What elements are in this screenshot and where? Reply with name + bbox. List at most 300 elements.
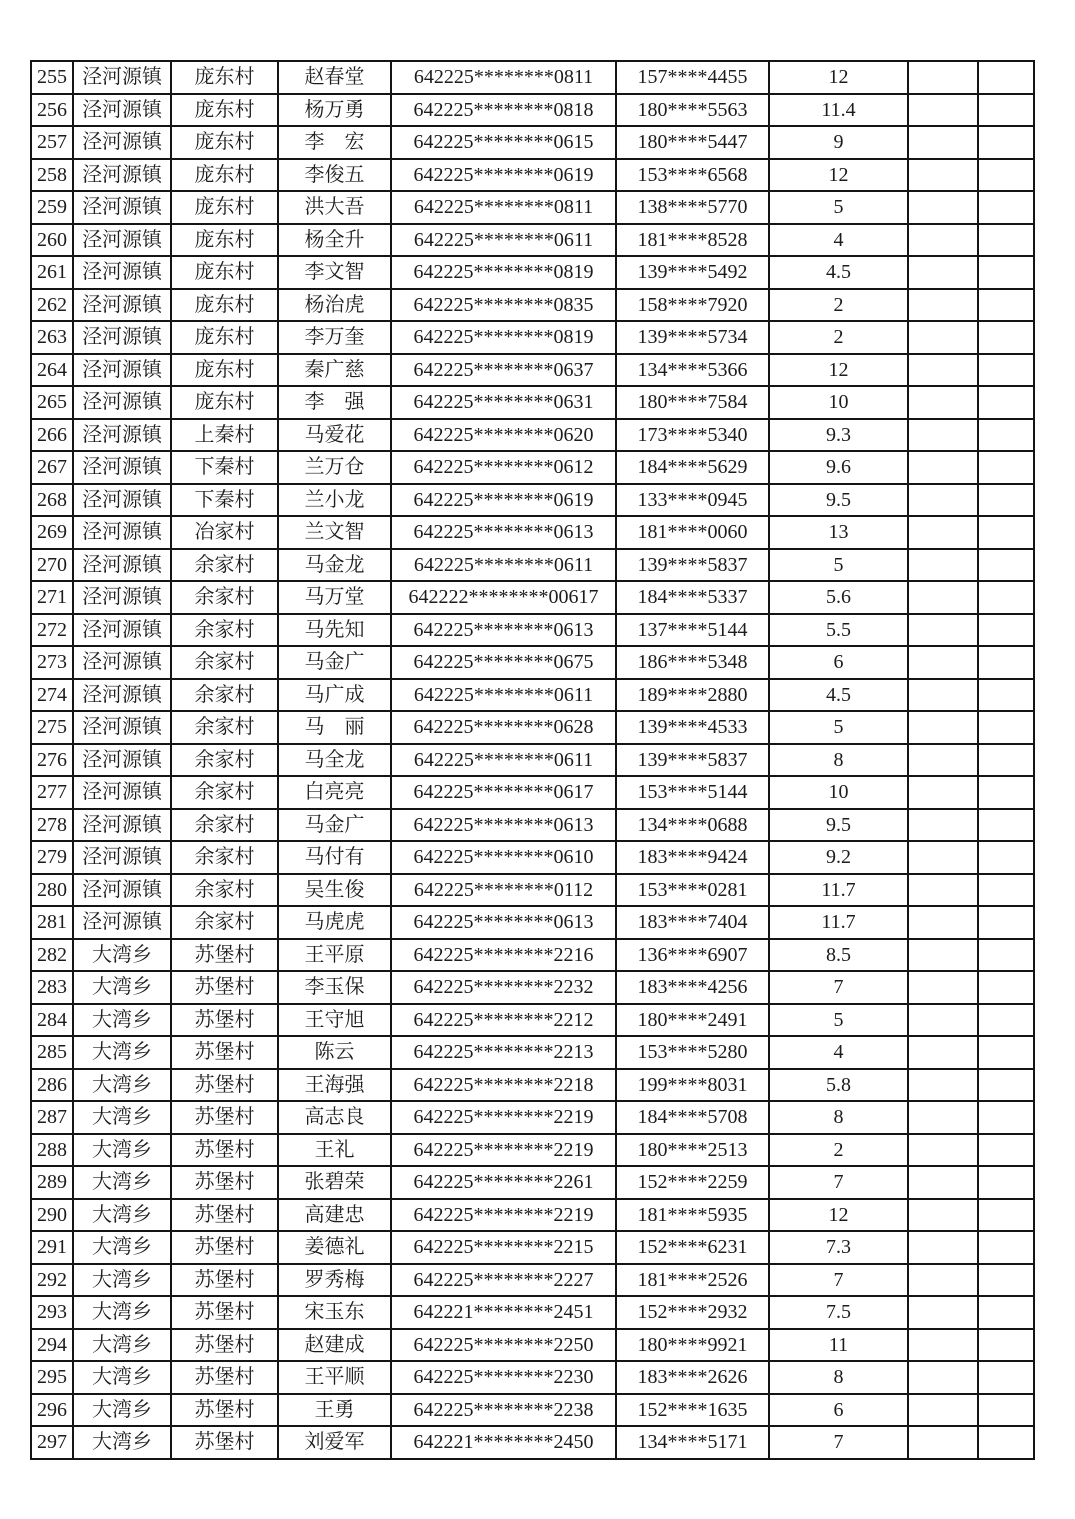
cell-person-name: 马爱花 [278,419,391,452]
cell-village: 余家村 [171,711,278,744]
cell-blank-col-1 [908,841,978,874]
cell-person-name: 杨治虎 [278,289,391,322]
cell-village: 苏堡村 [171,1004,278,1037]
cell-village: 苏堡村 [171,1361,278,1394]
cell-blank-col-2 [978,451,1034,484]
table-row [31,1264,1034,1297]
cell-id-number: 642225********0611 [391,549,616,582]
cell-amount: 7.3 [769,1231,908,1264]
cell-amount: 7 [769,1264,908,1297]
cell-phone-number: 139****5492 [616,256,769,289]
table-row [31,906,1034,939]
cell-amount: 8.5 [769,939,908,972]
cell-blank-col-2 [978,191,1034,224]
cell-village: 苏堡村 [171,1426,278,1459]
cell-blank-col-2 [978,581,1034,614]
cell-amount: 5 [769,191,908,224]
table-row [31,971,1034,1004]
cell-phone-number: 199****8031 [616,1069,769,1102]
cell-row-number: 274 [31,679,73,712]
cell-id-number: 642225********2215 [391,1231,616,1264]
cell-village: 庞东村 [171,321,278,354]
cell-blank-col-1 [908,549,978,582]
cell-amount: 4.5 [769,679,908,712]
cell-amount: 12 [769,159,908,192]
cell-phone-number: 153****5280 [616,1036,769,1069]
cell-amount: 9 [769,126,908,159]
cell-id-number: 642225********0619 [391,484,616,517]
cell-blank-col-1 [908,126,978,159]
cell-blank-col-2 [978,614,1034,647]
table-row [31,1394,1034,1427]
cell-id-number: 642225********0811 [391,191,616,224]
cell-id-number: 642225********2219 [391,1199,616,1232]
cell-person-name: 马先知 [278,614,391,647]
table-row [31,1166,1034,1199]
cell-id-number: 642225********0615 [391,126,616,159]
cell-blank-col-1 [908,874,978,907]
cell-blank-col-2 [978,711,1034,744]
cell-person-name: 洪大吾 [278,191,391,224]
cell-row-number: 272 [31,614,73,647]
cell-blank-col-2 [978,94,1034,127]
cell-row-number: 289 [31,1166,73,1199]
cell-blank-col-2 [978,484,1034,517]
table-row [31,61,1034,94]
cell-village: 上秦村 [171,419,278,452]
cell-town: 泾河源镇 [73,646,171,679]
cell-person-name: 李 强 [278,386,391,419]
cell-town: 大湾乡 [73,939,171,972]
cell-person-name: 马付有 [278,841,391,874]
cell-id-number: 642225********0611 [391,224,616,257]
cell-town: 泾河源镇 [73,744,171,777]
cell-blank-col-1 [908,1036,978,1069]
cell-blank-col-1 [908,256,978,289]
cell-village: 庞东村 [171,354,278,387]
table-row [31,386,1034,419]
cell-phone-number: 180****5563 [616,94,769,127]
cell-amount: 5 [769,1004,908,1037]
cell-id-number: 642225********2219 [391,1101,616,1134]
cell-town: 泾河源镇 [73,289,171,322]
table-row [31,646,1034,679]
cell-id-number: 642225********0617 [391,776,616,809]
cell-amount: 9.5 [769,809,908,842]
cell-town: 泾河源镇 [73,191,171,224]
cell-id-number: 642225********0811 [391,61,616,94]
cell-blank-col-1 [908,1329,978,1362]
table-row [31,516,1034,549]
cell-phone-number: 180****9921 [616,1329,769,1362]
cell-village: 下秦村 [171,484,278,517]
cell-id-number: 642225********0835 [391,289,616,322]
cell-id-number: 642225********0637 [391,354,616,387]
cell-blank-col-2 [978,1199,1034,1232]
cell-row-number: 279 [31,841,73,874]
cell-person-name: 王礼 [278,1134,391,1167]
cell-blank-col-2 [978,1069,1034,1102]
table-row [31,289,1034,322]
cell-village: 余家村 [171,841,278,874]
cell-row-number: 277 [31,776,73,809]
cell-phone-number: 184****5629 [616,451,769,484]
cell-person-name: 宋玉东 [278,1296,391,1329]
cell-village: 庞东村 [171,61,278,94]
cell-phone-number: 157****4455 [616,61,769,94]
cell-id-number: 642225********0675 [391,646,616,679]
cell-id-number: 642225********2216 [391,939,616,972]
cell-village: 冶家村 [171,516,278,549]
cell-blank-col-1 [908,289,978,322]
cell-person-name: 马金广 [278,809,391,842]
cell-blank-col-1 [908,224,978,257]
cell-amount: 5 [769,549,908,582]
cell-blank-col-1 [908,1166,978,1199]
cell-blank-col-2 [978,1329,1034,1362]
cell-person-name: 马全龙 [278,744,391,777]
cell-blank-col-1 [908,1199,978,1232]
cell-blank-col-1 [908,1069,978,1102]
cell-town: 泾河源镇 [73,581,171,614]
cell-id-number: 642221********2450 [391,1426,616,1459]
cell-blank-col-1 [908,1231,978,1264]
cell-amount: 2 [769,321,908,354]
cell-row-number: 256 [31,94,73,127]
cell-blank-col-1 [908,679,978,712]
cell-blank-col-1 [908,1134,978,1167]
cell-amount: 13 [769,516,908,549]
cell-blank-col-2 [978,744,1034,777]
cell-id-number: 642221********2451 [391,1296,616,1329]
cell-person-name: 马金广 [278,646,391,679]
cell-person-name: 高志良 [278,1101,391,1134]
cell-blank-col-1 [908,191,978,224]
cell-amount: 10 [769,386,908,419]
cell-amount: 9.2 [769,841,908,874]
cell-blank-col-2 [978,516,1034,549]
table-row [31,1069,1034,1102]
cell-row-number: 285 [31,1036,73,1069]
cell-blank-col-2 [978,126,1034,159]
table-row [31,354,1034,387]
cell-amount: 8 [769,744,908,777]
cell-phone-number: 183****2626 [616,1361,769,1394]
cell-blank-col-1 [908,971,978,1004]
cell-person-name: 吴生俊 [278,874,391,907]
cell-id-number: 642225********2261 [391,1166,616,1199]
cell-town: 泾河源镇 [73,776,171,809]
cell-blank-col-2 [978,646,1034,679]
cell-town: 大湾乡 [73,1329,171,1362]
cell-person-name: 马虎虎 [278,906,391,939]
cell-blank-col-2 [978,61,1034,94]
cell-blank-col-2 [978,1296,1034,1329]
table-row [31,1296,1034,1329]
cell-blank-col-2 [978,1134,1034,1167]
cell-phone-number: 158****7920 [616,289,769,322]
cell-blank-col-1 [908,94,978,127]
cell-village: 苏堡村 [171,1166,278,1199]
cell-blank-col-2 [978,159,1034,192]
cell-person-name: 兰万仓 [278,451,391,484]
cell-row-number: 270 [31,549,73,582]
table-row [31,1101,1034,1134]
cell-village: 余家村 [171,809,278,842]
cell-town: 泾河源镇 [73,321,171,354]
cell-amount: 4 [769,1036,908,1069]
cell-id-number: 642225********2232 [391,971,616,1004]
cell-row-number: 266 [31,419,73,452]
cell-row-number: 296 [31,1394,73,1427]
cell-row-number: 291 [31,1231,73,1264]
cell-village: 苏堡村 [171,1101,278,1134]
cell-blank-col-2 [978,1231,1034,1264]
cell-town: 泾河源镇 [73,549,171,582]
table-row [31,711,1034,744]
cell-village: 庞东村 [171,386,278,419]
cell-village: 苏堡村 [171,1134,278,1167]
table-row [31,191,1034,224]
table-row [31,1426,1034,1459]
cell-blank-col-1 [908,581,978,614]
cell-amount: 12 [769,354,908,387]
cell-amount: 7.5 [769,1296,908,1329]
cell-row-number: 263 [31,321,73,354]
cell-row-number: 282 [31,939,73,972]
cell-blank-col-1 [908,906,978,939]
cell-id-number: 642225********2227 [391,1264,616,1297]
cell-village: 余家村 [171,776,278,809]
cell-blank-col-2 [978,321,1034,354]
cell-phone-number: 173****5340 [616,419,769,452]
cell-id-number: 642225********0112 [391,874,616,907]
cell-blank-col-2 [978,874,1034,907]
cell-phone-number: 134****5366 [616,354,769,387]
table-row [31,744,1034,777]
cell-phone-number: 139****5734 [616,321,769,354]
cell-row-number: 268 [31,484,73,517]
cell-town: 泾河源镇 [73,614,171,647]
cell-town: 大湾乡 [73,1361,171,1394]
cell-blank-col-1 [908,484,978,517]
cell-phone-number: 152****1635 [616,1394,769,1427]
cell-id-number: 642225********0818 [391,94,616,127]
cell-phone-number: 136****6907 [616,939,769,972]
cell-blank-col-2 [978,224,1034,257]
cell-amount: 5.6 [769,581,908,614]
table-row [31,1004,1034,1037]
cell-amount: 8 [769,1361,908,1394]
cell-phone-number: 152****2932 [616,1296,769,1329]
cell-village: 苏堡村 [171,1394,278,1427]
cell-row-number: 286 [31,1069,73,1102]
cell-town: 泾河源镇 [73,516,171,549]
cell-blank-col-1 [908,1296,978,1329]
cell-phone-number: 181****0060 [616,516,769,549]
cell-phone-number: 184****5708 [616,1101,769,1134]
cell-blank-col-1 [908,776,978,809]
cell-town: 大湾乡 [73,1199,171,1232]
cell-id-number: 642225********0628 [391,711,616,744]
cell-village: 苏堡村 [171,1036,278,1069]
cell-row-number: 281 [31,906,73,939]
table-row [31,939,1034,972]
cell-blank-col-2 [978,419,1034,452]
cell-town: 大湾乡 [73,1394,171,1427]
cell-blank-col-1 [908,1101,978,1134]
cell-blank-col-2 [978,1101,1034,1134]
cell-amount: 9.3 [769,419,908,452]
cell-blank-col-1 [908,646,978,679]
cell-row-number: 287 [31,1101,73,1134]
cell-village: 苏堡村 [171,1296,278,1329]
cell-row-number: 259 [31,191,73,224]
table-row [31,321,1034,354]
cell-phone-number: 152****6231 [616,1231,769,1264]
cell-person-name: 兰文智 [278,516,391,549]
cell-blank-col-2 [978,679,1034,712]
cell-id-number: 642225********0620 [391,419,616,452]
cell-village: 苏堡村 [171,1069,278,1102]
cell-amount: 5.8 [769,1069,908,1102]
table-row [31,581,1034,614]
cell-id-number: 642225********0631 [391,386,616,419]
cell-village: 余家村 [171,744,278,777]
table-row [31,874,1034,907]
cell-row-number: 269 [31,516,73,549]
cell-town: 泾河源镇 [73,874,171,907]
cell-town: 泾河源镇 [73,126,171,159]
cell-village: 苏堡村 [171,1199,278,1232]
cell-blank-col-1 [908,419,978,452]
cell-town: 泾河源镇 [73,841,171,874]
cell-person-name: 李 宏 [278,126,391,159]
cell-row-number: 284 [31,1004,73,1037]
table-row [31,419,1034,452]
cell-phone-number: 152****2259 [616,1166,769,1199]
cell-id-number: 642225********0611 [391,679,616,712]
cell-town: 泾河源镇 [73,711,171,744]
cell-phone-number: 134****0688 [616,809,769,842]
cell-blank-col-1 [908,516,978,549]
cell-person-name: 王守旭 [278,1004,391,1037]
cell-blank-col-1 [908,451,978,484]
cell-row-number: 295 [31,1361,73,1394]
cell-id-number: 642225********2230 [391,1361,616,1394]
cell-row-number: 262 [31,289,73,322]
table-row [31,256,1034,289]
cell-row-number: 292 [31,1264,73,1297]
cell-amount: 7 [769,971,908,1004]
cell-blank-col-1 [908,614,978,647]
cell-person-name: 秦广慈 [278,354,391,387]
table-row [31,841,1034,874]
cell-blank-col-2 [978,386,1034,419]
cell-blank-col-2 [978,1426,1034,1459]
cell-person-name: 李文智 [278,256,391,289]
cell-village: 苏堡村 [171,971,278,1004]
cell-town: 大湾乡 [73,1101,171,1134]
cell-person-name: 马万堂 [278,581,391,614]
cell-town: 大湾乡 [73,1426,171,1459]
cell-phone-number: 181****5935 [616,1199,769,1232]
cell-village: 余家村 [171,646,278,679]
cell-row-number: 264 [31,354,73,387]
cell-id-number: 642225********0612 [391,451,616,484]
cell-village: 庞东村 [171,224,278,257]
cell-row-number: 271 [31,581,73,614]
table-row [31,1036,1034,1069]
cell-amount: 5 [769,711,908,744]
cell-town: 大湾乡 [73,1166,171,1199]
table-row [31,94,1034,127]
cell-phone-number: 139****5837 [616,744,769,777]
cell-blank-col-1 [908,354,978,387]
cell-blank-col-2 [978,354,1034,387]
cell-village: 余家村 [171,874,278,907]
cell-id-number: 642225********0819 [391,256,616,289]
cell-blank-col-1 [908,321,978,354]
cell-row-number: 283 [31,971,73,1004]
cell-amount: 9.6 [769,451,908,484]
cell-town: 大湾乡 [73,1231,171,1264]
cell-blank-col-2 [978,289,1034,322]
cell-person-name: 李俊五 [278,159,391,192]
table-row [31,679,1034,712]
cell-person-name: 姜德礼 [278,1231,391,1264]
cell-blank-col-1 [908,1264,978,1297]
cell-phone-number: 183****9424 [616,841,769,874]
cell-id-number: 642225********2238 [391,1394,616,1427]
cell-phone-number: 180****2491 [616,1004,769,1037]
cell-blank-col-2 [978,1361,1034,1394]
cell-phone-number: 180****7584 [616,386,769,419]
table-row [31,451,1034,484]
cell-blank-col-1 [908,744,978,777]
cell-village: 庞东村 [171,126,278,159]
cell-blank-col-2 [978,776,1034,809]
cell-phone-number: 180****2513 [616,1134,769,1167]
cell-amount: 12 [769,1199,908,1232]
cell-blank-col-2 [978,1394,1034,1427]
cell-blank-col-1 [908,1394,978,1427]
cell-row-number: 273 [31,646,73,679]
cell-town: 大湾乡 [73,1004,171,1037]
cell-amount: 11.7 [769,874,908,907]
cell-blank-col-2 [978,971,1034,1004]
cell-phone-number: 153****6568 [616,159,769,192]
cell-town: 泾河源镇 [73,451,171,484]
cell-phone-number: 184****5337 [616,581,769,614]
cell-person-name: 马 丽 [278,711,391,744]
cell-id-number: 642225********0613 [391,906,616,939]
cell-village: 庞东村 [171,289,278,322]
cell-town: 泾河源镇 [73,679,171,712]
table-row [31,1329,1034,1362]
table-row [31,1134,1034,1167]
cell-amount: 5.5 [769,614,908,647]
cell-row-number: 294 [31,1329,73,1362]
cell-person-name: 赵建成 [278,1329,391,1362]
cell-blank-col-1 [908,386,978,419]
cell-id-number: 642225********0819 [391,321,616,354]
table-row [31,1199,1034,1232]
table-row [31,776,1034,809]
cell-row-number: 276 [31,744,73,777]
cell-town: 大湾乡 [73,1296,171,1329]
cell-amount: 10 [769,776,908,809]
